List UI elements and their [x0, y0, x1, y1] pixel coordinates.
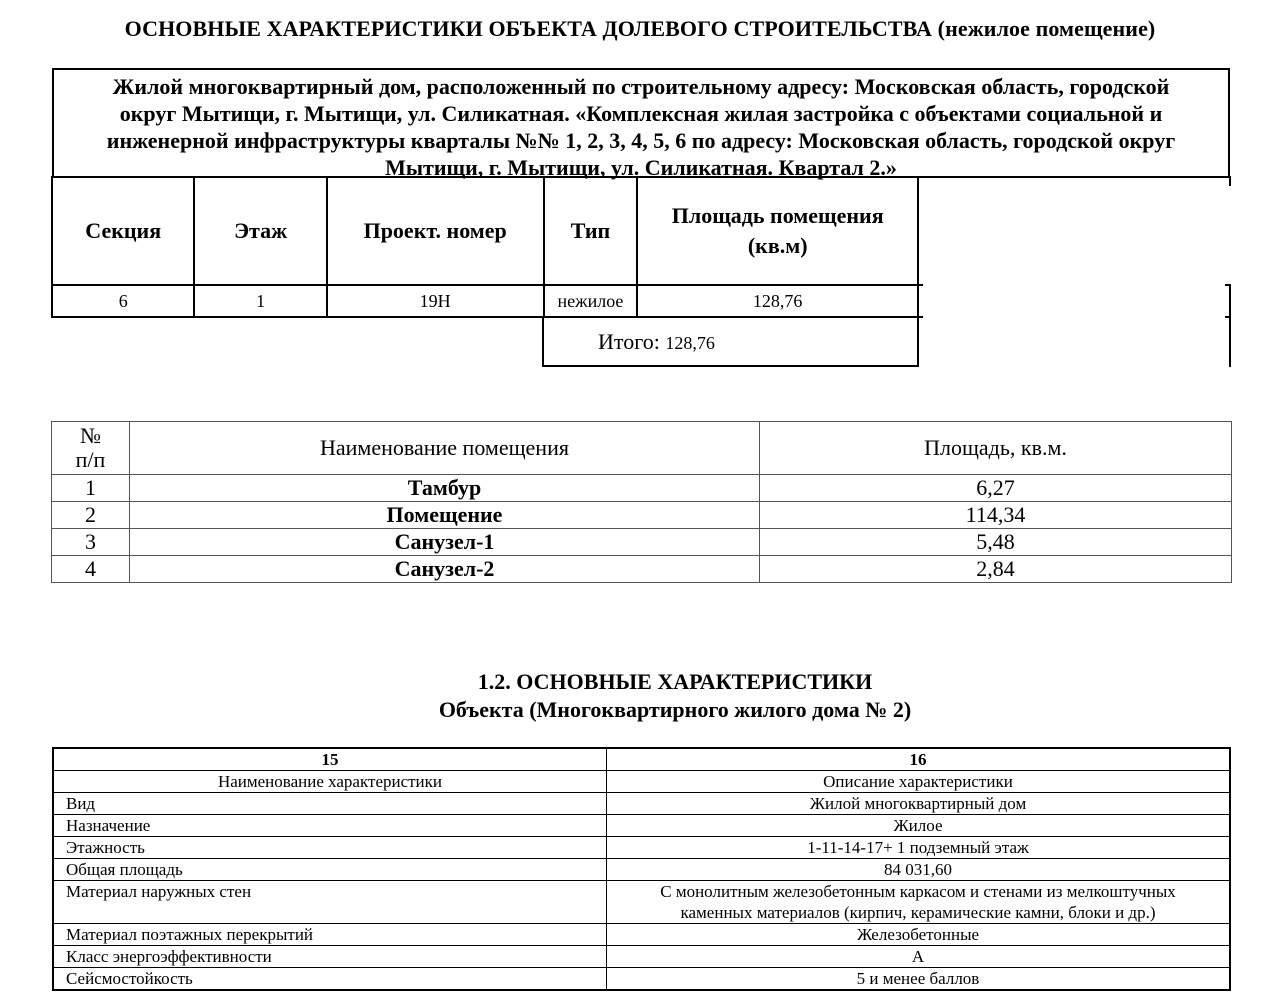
- header-floor: Этаж: [194, 177, 326, 285]
- divider: [919, 284, 923, 286]
- column-numbers-row: [53, 748, 1230, 771]
- header-project-number: Проект. номер: [327, 177, 544, 285]
- characteristic-value: 5 и менее баллов: [607, 968, 1231, 991]
- characteristic-name: Материал наружных стен: [53, 881, 607, 924]
- table-row: [53, 881, 1230, 924]
- section-heading-line1: 1.2. ОСНОВНЫЕ ХАРАКТЕРИСТИКИ: [477, 669, 873, 694]
- header-number: [52, 422, 130, 475]
- table-row: [52, 529, 1232, 556]
- divider: [1229, 286, 1231, 316]
- column-headers-row: [53, 771, 1230, 793]
- characteristic-value: А: [607, 946, 1231, 968]
- cell-area: 128,76: [637, 285, 918, 317]
- header-room-name: Наименование помещения: [130, 422, 760, 475]
- characteristic-value: [607, 881, 1231, 924]
- address-line: Жилой многоквартирный дом, расположенный по строительному адресу: Московская область, городской: [112, 74, 1170, 99]
- rooms-table-header: [52, 422, 1232, 475]
- header-section: Секция: [52, 177, 194, 285]
- cell-number: 2: [52, 502, 130, 529]
- characteristic-value: Жилое: [607, 815, 1231, 837]
- table-row: [53, 859, 1230, 881]
- address-line: инженерной инфраструктуры кварталы №№ 1, 2, 3, 4, 5, 6 по адресу: Московская область, городской округ: [106, 128, 1176, 153]
- address-line: Мытищи, г. Мытищи, ул. Силикатная. Квартал 2.»: [385, 155, 897, 180]
- object-address: [52, 68, 1230, 180]
- divider: [1225, 316, 1231, 318]
- header-number-line1: №: [80, 423, 101, 448]
- characteristic-name: Сейсмостойкость: [53, 968, 607, 991]
- header-area: [637, 177, 918, 285]
- cell-room-name: Санузел-1: [130, 529, 760, 556]
- total-label: Итого:: [598, 329, 660, 354]
- characteristic-name: Класс энергоэффективности: [53, 946, 607, 968]
- characteristic-name: Общая площадь: [53, 859, 607, 881]
- section-heading-line2: Объекта (Многоквартирного жилого дома № 2): [438, 697, 912, 722]
- table-row: [52, 502, 1232, 529]
- address-line: округ Мытищи, г. Мытищи, ул. Силикатная. «Комплексная жилая застройка с объектами социальной и: [119, 101, 1163, 126]
- column-header: Описание характеристики: [607, 771, 1231, 793]
- divider: [919, 316, 923, 318]
- cell-room-name: Помещение: [130, 502, 760, 529]
- characteristic-value-line: каменных материалов (кирпич, керамические камни, блоки и др.): [680, 903, 1156, 922]
- cell-project-number: 19Н: [327, 285, 544, 317]
- cell-number: 3: [52, 529, 130, 556]
- total-value: 128,76: [665, 333, 715, 353]
- column-number: 15: [53, 748, 607, 771]
- object-table-header: [52, 177, 918, 285]
- table-row: [52, 475, 1232, 502]
- column-number: 16: [607, 748, 1231, 771]
- title-main: ОСНОВНЫЕ ХАРАКТЕРИСТИКИ ОБЪЕКТА ДОЛЕВОГО СТРОИТЕЛЬСТВА: [124, 16, 933, 41]
- divider: [919, 176, 1231, 178]
- divider: [1229, 176, 1231, 186]
- cell-room-name: Санузел-2: [130, 556, 760, 583]
- divider: [1229, 318, 1231, 367]
- table-row: [53, 815, 1230, 837]
- characteristic-name: Материал поэтажных перекрытий: [53, 924, 607, 946]
- characteristic-value: Жилой многоквартирный дом: [607, 793, 1231, 815]
- table-row: [53, 946, 1230, 968]
- table-row: [53, 968, 1230, 991]
- table-row: [52, 556, 1232, 583]
- column-header: Наименование характеристики: [53, 771, 607, 793]
- characteristic-value-line: С монолитным железобетонным каркасом и стенами из мелкоштучных: [660, 882, 1176, 901]
- rooms-table: [51, 421, 1232, 583]
- cell-room-area: 5,48: [760, 529, 1232, 556]
- characteristic-name: Этажность: [53, 837, 607, 859]
- header-number-line2: п/п: [75, 447, 106, 472]
- title-sub: (нежилое помещение): [937, 16, 1156, 41]
- header-area-line2: (кв.м): [747, 233, 808, 258]
- characteristic-name: Назначение: [53, 815, 607, 837]
- characteristic-value: 84 031,60: [607, 859, 1231, 881]
- cell-room-area: 114,34: [760, 502, 1232, 529]
- cell-room-area: 6,27: [760, 475, 1232, 502]
- characteristics-table: [52, 747, 1231, 991]
- cell-floor: 1: [194, 285, 326, 317]
- divider: [1225, 284, 1231, 286]
- section-heading: [0, 668, 1280, 724]
- cell-section: 6: [52, 285, 194, 317]
- table-row: [53, 924, 1230, 946]
- cell-room-name: Тамбур: [130, 475, 760, 502]
- characteristic-value: 1-11-14-17+ 1 подземный этаж: [607, 837, 1231, 859]
- table-row: [53, 793, 1230, 815]
- header-type: Тип: [544, 177, 638, 285]
- table-row: [52, 285, 918, 317]
- header-area-line1: Площадь помещения: [671, 203, 884, 228]
- characteristic-value: Железобетонные: [607, 924, 1231, 946]
- object-table: [51, 176, 919, 318]
- cell-room-area: 2,84: [760, 556, 1232, 583]
- characteristic-name: Вид: [53, 793, 607, 815]
- header-room-area: Площадь, кв.м.: [760, 422, 1232, 475]
- cell-type: нежилое: [544, 285, 638, 317]
- cell-number: 1: [52, 475, 130, 502]
- cell-number: 4: [52, 556, 130, 583]
- table-row: [53, 837, 1230, 859]
- object-total: [542, 317, 919, 367]
- document-title: [0, 16, 1280, 42]
